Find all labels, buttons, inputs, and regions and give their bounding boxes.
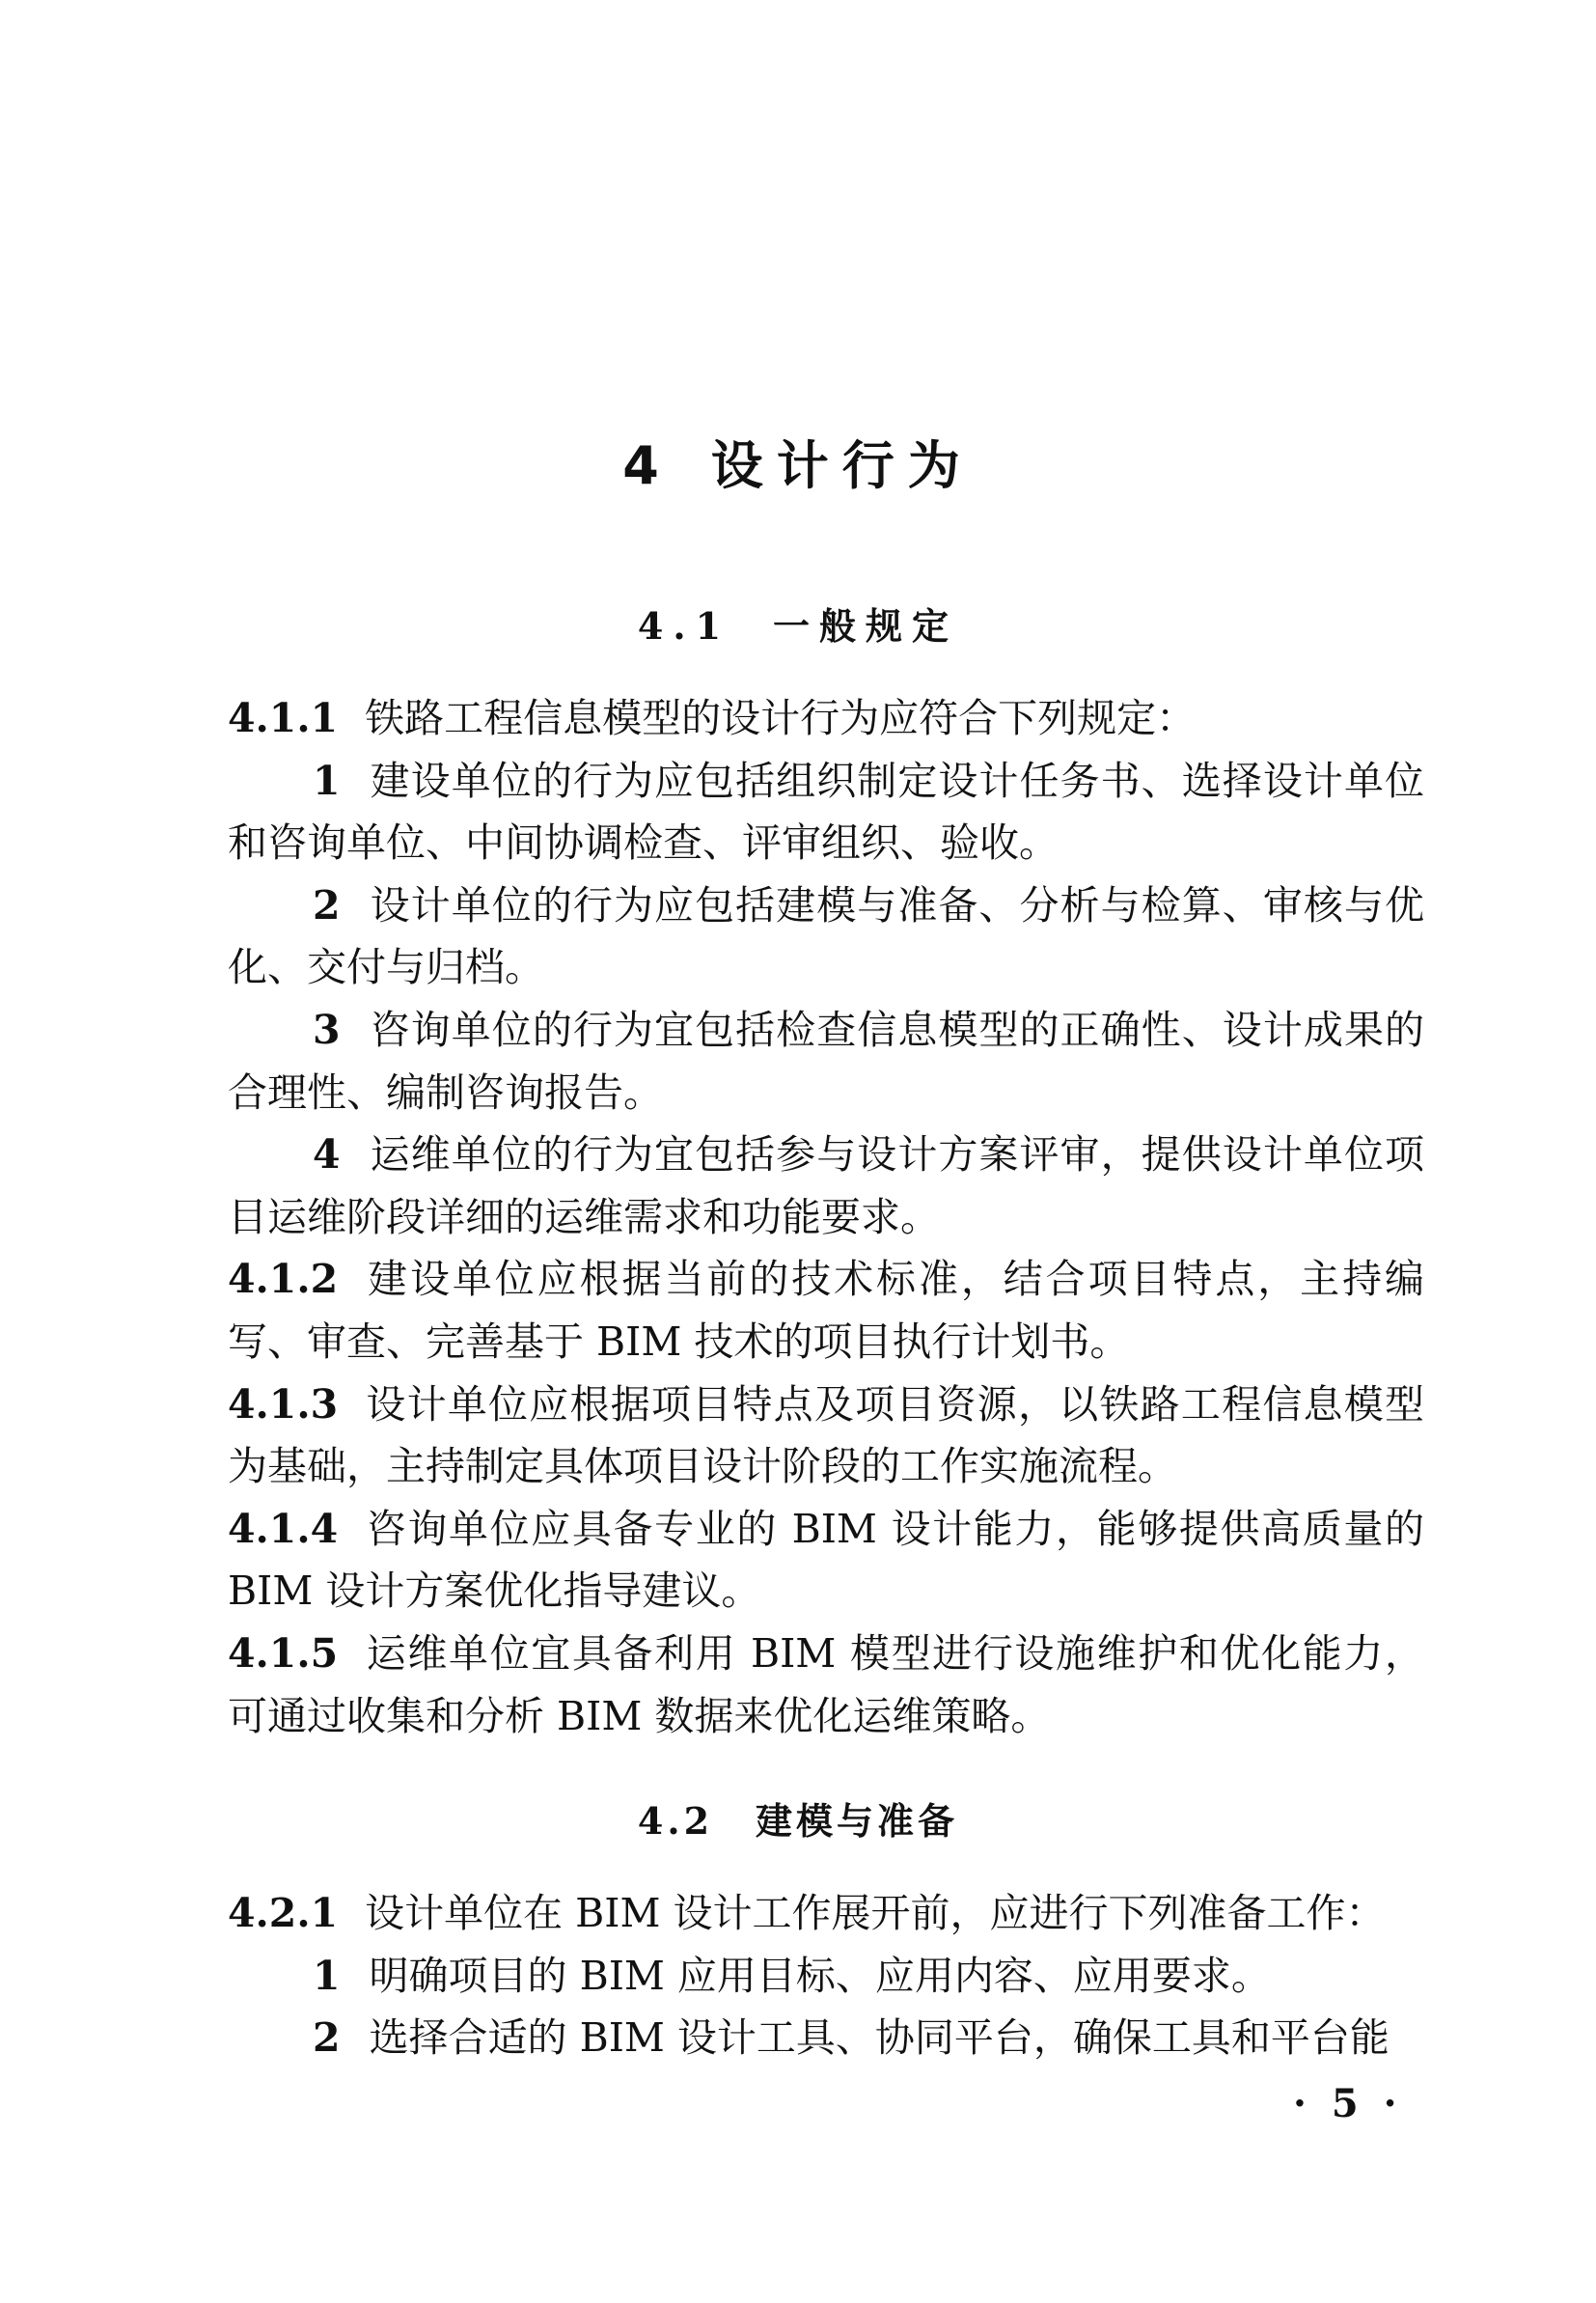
clause-4-1-5 [228,1623,1424,1747]
clause-4-1-3 [228,1373,1424,1498]
item-text: 运维单位的行为宜包括参与设计方案评审，提供设计单位项目运维阶段详细的运维需求和功能要求。 [228,1131,1424,1240]
clause-number: 4.1.1 [228,695,339,741]
section-title-4-2 [0,1791,1596,1845]
clause-4-1-1-item-2 [228,874,1424,999]
clause-4-1-4 [228,1498,1424,1623]
clause-4-1-1-item-1 [228,750,1424,874]
item-number: 2 [313,881,341,929]
clause-number: 4.1.3 [228,1380,339,1428]
item-number: 2 [313,2014,341,2062]
item-text: 明确项目的 BIM 应用目标、应用内容、应用要求。 [369,1952,1271,1999]
item-number: 1 [313,757,341,804]
page-number: · 5 · [1293,2081,1403,2126]
section-number: 4.1 [637,604,731,648]
clause-4-2-1-item-2 [228,2007,1424,2069]
clause-text: 铁路工程信息模型的设计行为应符合下列规定： [365,695,1197,741]
clause-4-1-1-item-4 [228,1124,1424,1248]
section-title-text: 建模与准备 [756,1800,959,1843]
item-number: 3 [313,1006,341,1053]
chapter-number: 4 [622,435,673,496]
item-number: 1 [313,1952,341,1999]
section-title-text: 一般规定 [773,605,959,648]
clause-text: 设计单位应根据项目特点及项目资源，以铁路工程信息模型为基础，主持制定具体项目设计阶段的工作实施流程。 [228,1380,1424,1490]
clause-4-1-2 [228,1248,1424,1373]
section-title-4-1 [0,597,1596,650]
clause-text: 运维单位宜具备利用 BIM 模型进行设施维护和优化能力，可通过收集和分析 BIM 数据来优化运维策略。 [228,1629,1424,1739]
clause-number: 4.2.1 [228,1890,339,1936]
chapter-title [0,425,1596,499]
item-text: 选择合适的 BIM 设计工具、协同平台，确保工具和平台能 [369,2014,1390,2062]
clause-number: 4.1.4 [228,1505,339,1552]
clause-number: 4.1.2 [228,1256,339,1303]
clause-text: 咨询单位应具备专业的 BIM 设计能力，能够提供高质量的 BIM 设计方案优化指导建议。 [228,1505,1424,1615]
chapter-title-text: 设计行为 [710,435,974,496]
item-number: 4 [313,1131,341,1179]
section-4-2-body [228,1882,1424,2069]
item-text: 设计单位的行为应包括建模与准备、分析与检算、审核与优化、交付与归档。 [228,881,1424,991]
clause-4-2-1-item-1 [228,1945,1424,2008]
item-text: 建设单位的行为应包括组织制定设计任务书、选择设计单位和咨询单位、中间协调检查、评审组织、验收。 [228,757,1424,867]
clause-4-1-1 [228,687,1424,750]
clause-4-2-1 [228,1882,1424,1945]
clause-4-1-1-item-3 [228,999,1424,1124]
section-4-1-body [228,687,1424,1747]
clause-text: 建设单位应根据当前的技术标准，结合项目特点，主持编写、审查、完善基于 BIM 技术的项目执行计划书。 [228,1256,1424,1365]
clause-number: 4.1.5 [228,1629,339,1677]
section-number: 4.2 [637,1799,714,1843]
clause-text: 设计单位在 BIM 设计工作展开前，应进行下列准备工作： [365,1890,1386,1936]
item-text: 咨询单位的行为宜包括检查信息模型的正确性、设计成果的合理性、编制咨询报告。 [228,1006,1424,1116]
